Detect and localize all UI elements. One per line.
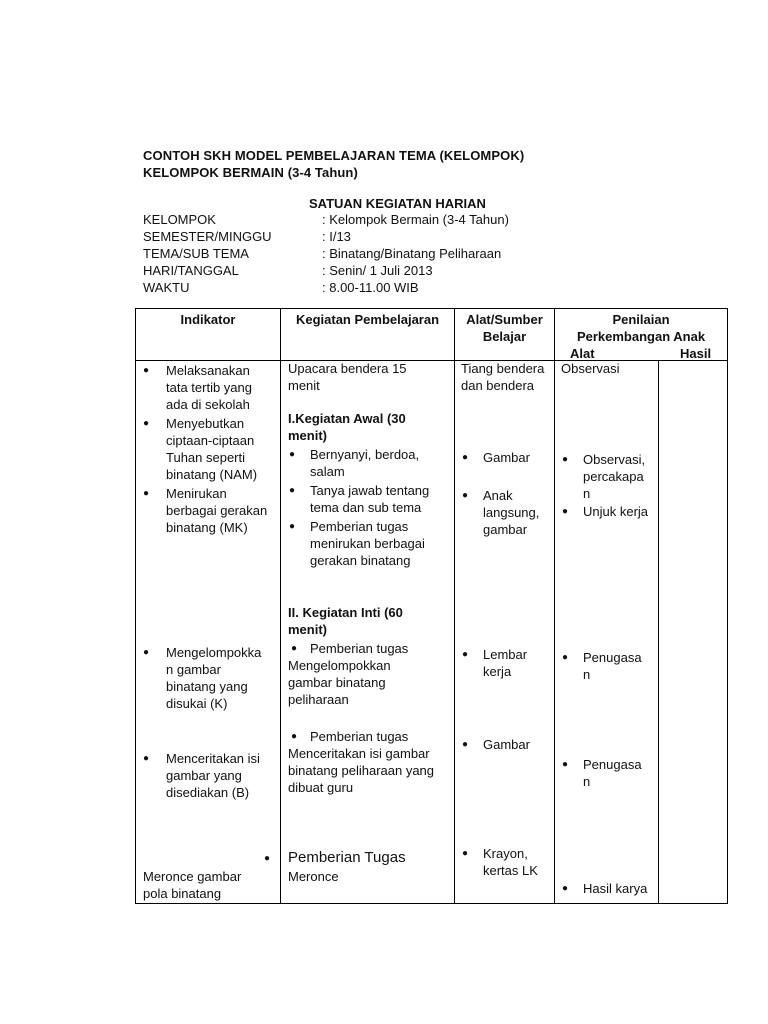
kegiatan-inti-title: II. Kegiatan Inti (60 [288,605,403,620]
info-value: : Binatang/Binatang Peliharaan [322,246,502,261]
kegiatan-text: gerakan binatang [310,553,411,568]
kegiatan-text: Pemberian tugas [310,519,409,534]
kegiatan-text: menit [288,378,320,393]
alat-text: kertas LK [483,863,538,878]
table-header-divider [135,360,728,361]
header-kegiatan: Kegiatan Pembelajaran [295,312,440,327]
info-label: WAKTU [143,280,190,295]
kegiatan-text: Pemberian tugas [310,729,409,744]
indikator-text: binatang yang [166,679,248,694]
header-penilaian: Perkembangan Anak [576,329,706,344]
alat-text: Gambar [483,737,530,752]
indikator-text: gambar yang [166,768,242,783]
info-value: : Kelompok Bermain (3-4 Tahun) [322,212,509,227]
kegiatan-awal-title: menit) [288,428,327,443]
indikator-text: Menyebutkan [166,416,245,431]
kegiatan-text: peliharaan [288,692,349,707]
penilaian-text: Penugasa [583,650,642,665]
bullet-icon: ● [143,488,150,499]
kegiatan-text: Pemberian Tugas [288,849,406,866]
bullet-icon: ● [143,418,150,429]
kegiatan-text: Mengelompokkan [288,658,391,673]
info-label: HARI/TANGGAL [143,263,239,278]
table-col-divider [554,308,555,904]
subheader-alat: Alat [570,346,595,361]
kegiatan-text: Menceritakan isi gambar [288,746,430,761]
bullet-icon: ● [562,506,569,517]
bullet-icon: ● [289,521,296,532]
table-border-top [135,308,728,309]
bullet-icon: ● [562,652,569,663]
bullet-icon: ● [291,731,298,742]
bullet-icon: ● [291,643,298,654]
info-label: SEMESTER/MINGGU [143,229,272,244]
alat-text: Gambar [483,450,530,465]
header-indikator: Indikator [180,312,236,327]
kegiatan-text: gambar binatang [288,675,386,690]
bullet-icon: ● [264,853,271,864]
indikator-text: n gambar [166,662,221,677]
indikator-text: binatang (MK) [166,520,248,535]
kegiatan-text: menirukan berbagai [310,536,425,551]
header-alat: Alat/Sumber [466,312,543,327]
penilaian-text: percakapa [583,469,644,484]
alat-text: dan bendera [461,378,535,393]
kegiatan-text: Bernyanyi, berdoa, [310,447,420,462]
bullet-icon: ● [289,449,296,460]
kegiatan-text: Meronce [288,869,339,884]
kegiatan-awal-title: I.Kegiatan Awal (30 [288,411,406,426]
penilaian-text: Observasi, [583,452,646,467]
penilaian-text: Unjuk kerja [583,504,649,519]
alat-text: Lembar [483,647,528,662]
info-value: : I/13 [322,229,351,244]
penilaian-text: Hasil karya [583,881,648,896]
alat-text: langsung, [483,505,540,520]
bullet-icon: ● [462,739,469,750]
indikator-text: Meronce gambar [143,869,242,884]
penilaian-text: Observasi [561,361,620,376]
table-col-divider [658,360,659,904]
alat-text: kerja [483,664,512,679]
indikator-text: ada di sekolah [166,397,250,412]
kegiatan-text: salam [310,464,345,479]
bullet-icon: ● [562,454,569,465]
header-penilaian: Penilaian [612,312,670,327]
indikator-text: berbagai gerakan [166,503,268,518]
section-title: SATUAN KEGIATAN HARIAN [309,196,486,211]
kegiatan-text: Upacara bendera 15 [288,361,407,376]
indikator-text: Tuhan seperti [166,450,246,465]
info-label: TEMA/SUB TEMA [143,246,249,261]
table-border-bottom [135,903,728,904]
kegiatan-text: binatang peliharaan yang [288,763,435,778]
indikator-text: Menceritakan isi [166,751,260,766]
bullet-icon: ● [462,490,469,501]
penilaian-text: Penugasa [583,757,642,772]
document-subtitle: KELOMPOK BERMAIN (3-4 Tahun) [143,165,358,180]
alat-text: Anak [483,488,513,503]
indikator-text: tata tertib yang [166,380,252,395]
alat-text: gambar [483,522,528,537]
bullet-icon: ● [562,759,569,770]
kegiatan-text: Tanya jawab tentang [310,483,430,498]
indikator-text: Melaksanakan [166,363,250,378]
kegiatan-text: dibuat guru [288,780,354,795]
penilaian-text: n [583,667,591,682]
document-title: CONTOH SKH MODEL PEMBELAJARAN TEMA (KELOMPOK) [143,148,525,163]
kegiatan-text: tema dan sub tema [310,500,422,515]
indikator-text: disukai (K) [166,696,228,711]
indikator-text: binatang (NAM) [166,467,258,482]
bullet-icon: ● [289,485,296,496]
table-border-left [135,308,136,904]
bullet-icon: ● [143,753,150,764]
info-value: : 8.00-11.00 WIB [322,280,419,295]
indikator-text: Menirukan [166,486,227,501]
penilaian-text: n [583,774,591,789]
bullet-icon: ● [462,649,469,660]
alat-text: Tiang bendera [461,361,545,376]
header-alat: Belajar [482,329,527,344]
bullet-icon: ● [462,452,469,463]
subheader-hasil: Hasil [680,346,712,361]
info-value: : Senin/ 1 Juli 2013 [322,263,433,278]
kegiatan-inti-title: menit) [288,622,327,637]
bullet-icon: ● [562,883,569,894]
table-col-divider [280,308,281,904]
indikator-text: disediakan (B) [166,785,250,800]
indikator-text: ciptaan-ciptaan [166,433,255,448]
alat-text: Krayon, [483,846,528,861]
table-border-right [727,308,728,904]
table-col-divider [454,308,455,904]
indikator-text: pola binatang [143,886,222,901]
penilaian-text: n [583,486,591,501]
bullet-icon: ● [462,848,469,859]
bullet-icon: ● [143,365,150,376]
info-label: KELOMPOK [143,212,216,227]
bullet-icon: ● [143,647,150,658]
kegiatan-text: Pemberian tugas [310,641,409,656]
indikator-text: Mengelompokka [166,645,262,660]
